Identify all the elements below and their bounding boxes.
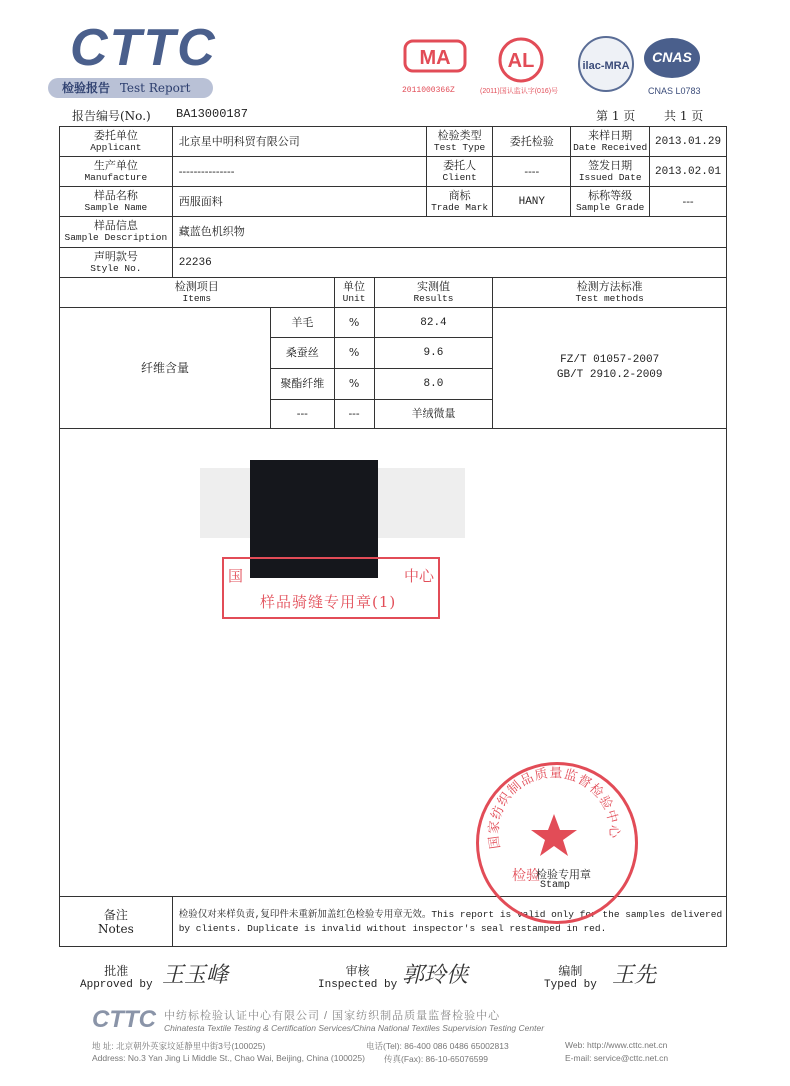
- result-unit: %: [334, 369, 374, 400]
- seal-partial: 中心: [403, 567, 434, 585]
- received-label: 来样日期 Date Received: [571, 127, 650, 157]
- test-type-label: 检验类型 Test Type: [426, 127, 493, 157]
- approved-signature: 王玉峰: [162, 963, 229, 988]
- seal-prefix: 国: [228, 567, 244, 585]
- ilac-text: ilac-MRA: [582, 60, 630, 72]
- ilac-mra-logo-icon: [575, 36, 637, 100]
- cnas-logo-icon: [642, 36, 702, 86]
- footer-org: 中纺标检验认证中心有限公司 / 国家纺织制品质量监督检验中心: [164, 1010, 501, 1022]
- received-value: 2013.01.29: [650, 127, 727, 157]
- cnas-text: CNAS: [652, 49, 692, 65]
- approved-label: 批准 Approved by: [80, 964, 153, 991]
- manufacture-label: 生产单位 Manufacture: [60, 157, 173, 187]
- cma-logo-icon: [402, 36, 468, 80]
- grade-value: ---: [650, 187, 727, 217]
- footer-email: E-mail: service@cttc.net.cn: [565, 1053, 669, 1063]
- notes-text: [172, 897, 726, 947]
- test-methods-value: [493, 308, 727, 429]
- footer-tel: 电话(Tel): 86-400 086 0486 65002813: [366, 1041, 509, 1051]
- style-value: 22236: [172, 248, 726, 278]
- stamp-label-en: Stamp: [540, 880, 571, 891]
- typed-signature: 王先: [612, 963, 657, 988]
- issued-label: 签发日期 Issued Date: [571, 157, 650, 187]
- subtitle-en: Test Report: [119, 81, 191, 95]
- svg-text:AL: AL: [507, 50, 535, 72]
- cal-logo-icon: [491, 36, 551, 88]
- footer-logo: CTTC: [92, 1006, 156, 1033]
- cal-code: (2011)国认监认字(016)号: [480, 88, 559, 95]
- sample-name-label: 样品名称 Sample Name: [60, 187, 173, 217]
- inspected-label: 审核 Inspected by: [318, 964, 398, 991]
- result-row: 桑蚕丝: [271, 338, 335, 369]
- footer-addr-cn: 地 址: 北京朝外英家坟延静里中街3号(100025): [92, 1041, 266, 1051]
- subtitle-cn: 检验报告: [62, 81, 111, 95]
- inspection-round-seal: [476, 762, 638, 924]
- issued-value: 2013.02.01: [650, 157, 727, 187]
- notes-line-2: by clients. Duplicate is invalid without inspector's seal restamped in red.: [178, 922, 607, 934]
- stamp-label-cn: 检验专用章: [536, 868, 591, 881]
- report-subtitle: [48, 78, 213, 98]
- trade-mark-value: HANY: [493, 187, 571, 217]
- sample-seal: [222, 557, 440, 619]
- cnas-code: CNAS L0783: [648, 86, 701, 96]
- sample-name-value: 西服面料: [172, 187, 426, 217]
- cma-code: 2011000366Z: [402, 86, 455, 95]
- typed-label: 编制 Typed by: [544, 964, 597, 991]
- seal-text: 样品骑缝专用章(1): [260, 593, 397, 611]
- report-no-label: 报告编号(No.): [72, 109, 151, 123]
- style-label: 声明款号 Style No.: [60, 248, 173, 278]
- method-2: GB/T 2910.2-2009: [556, 369, 663, 381]
- method-1: FZ/T 01057-2007: [560, 354, 660, 366]
- result-value: 82.4: [374, 308, 493, 338]
- notes-line-1: 检验仅对来样负责,复印件未重新加盖红色检验专用章无效。This report is valid only for the samples delivered: [178, 908, 723, 920]
- result-unit: %: [334, 308, 374, 338]
- result-row: 羊毛: [271, 308, 335, 338]
- applicant-label: 委托单位 Applicant: [60, 127, 173, 157]
- grade-label: 标称等级 Sample Grade: [571, 187, 650, 217]
- report-no: BA13000187: [176, 107, 249, 121]
- results-header: 实测值 Results: [374, 278, 493, 308]
- result-row: ---: [271, 400, 335, 429]
- items-header: 检测项目 Items: [60, 278, 335, 308]
- footer-org-en: Chinatesta Textile Testing & Certification Services/China National Textiles Supervision Testing Center: [164, 1023, 545, 1033]
- result-value: 羊绒微量: [374, 400, 493, 429]
- notes-label: 备注 Notes: [60, 897, 173, 947]
- client-label: 委托人 Client: [426, 157, 493, 187]
- result-value: 9.6: [374, 338, 493, 369]
- unit-header: 单位 Unit: [334, 278, 374, 308]
- fiber-content-label: 纤维含量: [60, 308, 271, 429]
- round-seal-text: 国家纺织制品质量监督检验中心: [486, 765, 622, 850]
- result-value: 8.0: [374, 369, 493, 400]
- result-row: 聚酯纤维: [271, 369, 335, 400]
- result-unit: %: [334, 338, 374, 369]
- footer-fax: 传真(Fax): 86-10-65076599: [384, 1054, 488, 1064]
- applicant-value: 北京星中明科贸有限公司: [172, 127, 426, 157]
- methods-header: 检测方法标准 Test methods: [493, 278, 727, 308]
- description-value: 藏蓝色机织物: [172, 217, 726, 248]
- footer-web: Web: http://www.cttc.net.cn: [565, 1040, 668, 1050]
- svg-text:MA: MA: [419, 47, 451, 69]
- cttc-logo: CTTC: [70, 19, 217, 77]
- manufacture-value: ---------------: [172, 157, 426, 187]
- result-unit: ---: [334, 400, 374, 429]
- test-type-value: 委托检验: [493, 127, 571, 157]
- inspected-signature: 郭玲侠: [402, 963, 469, 988]
- page-total: 共 1 页: [664, 109, 704, 123]
- footer-addr-en: Address: No.3 Yan Jing Li Middle St., Chao Wai, Beijing, China (100025): [92, 1053, 365, 1063]
- round-seal-inner: 检验: [512, 868, 540, 884]
- page-number: 第 1 页: [596, 109, 636, 123]
- client-value: ----: [493, 157, 571, 187]
- description-label: 样品信息 Sample Description: [60, 217, 173, 248]
- trade-mark-label: 商标 Trade Mark: [426, 187, 493, 217]
